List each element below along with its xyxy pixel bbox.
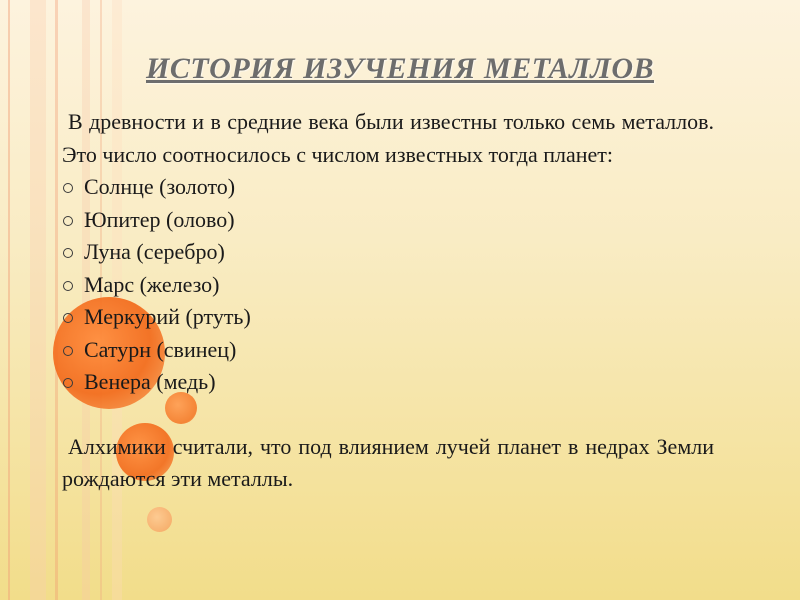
decorative-circle-tiny — [147, 507, 172, 532]
slide-content — [62, 106, 714, 496]
stripe — [55, 0, 58, 600]
list-item-text: Луна (серебро) — [84, 239, 225, 264]
stripe — [8, 0, 10, 600]
list-item-text: Венера (медь) — [84, 369, 216, 394]
list-item-text: Меркурий (ртуть) — [84, 304, 251, 329]
spacer — [62, 399, 714, 431]
list-item — [62, 204, 714, 237]
bullet-icon — [63, 281, 73, 291]
bullet-icon — [63, 216, 73, 226]
bullet-icon — [63, 378, 73, 388]
bullet-icon — [63, 183, 73, 193]
planet-metal-list — [62, 171, 714, 399]
list-item — [62, 171, 714, 204]
list-item — [62, 269, 714, 302]
bullet-icon — [63, 346, 73, 356]
list-item-text: Сатурн (свинец) — [84, 336, 237, 362]
bullet-icon — [63, 248, 73, 258]
slide-title: ИСТОРИЯ ИЗУЧЕНИЯ МЕТАЛЛОВ — [146, 52, 654, 85]
conclusion-paragraph: Алхимики считали, что под влиянием лучей планет в недрах Земли рождаются эти металлы. — [62, 433, 714, 491]
intro-paragraph: В древности и в средние века были известны только семь металлов. Это число соотносилось с числом известных тогда планет: — [62, 109, 714, 167]
list-item-text: Юпитер (олово) — [84, 206, 235, 232]
list-item — [62, 366, 714, 399]
stripe — [30, 0, 46, 600]
list-item — [62, 301, 714, 334]
bullet-icon — [63, 313, 73, 323]
list-item-text: Марс (железо) — [84, 271, 220, 297]
list-item — [62, 334, 714, 367]
list-item — [62, 236, 714, 269]
list-item-text: Солнце (золото) — [84, 174, 236, 199]
